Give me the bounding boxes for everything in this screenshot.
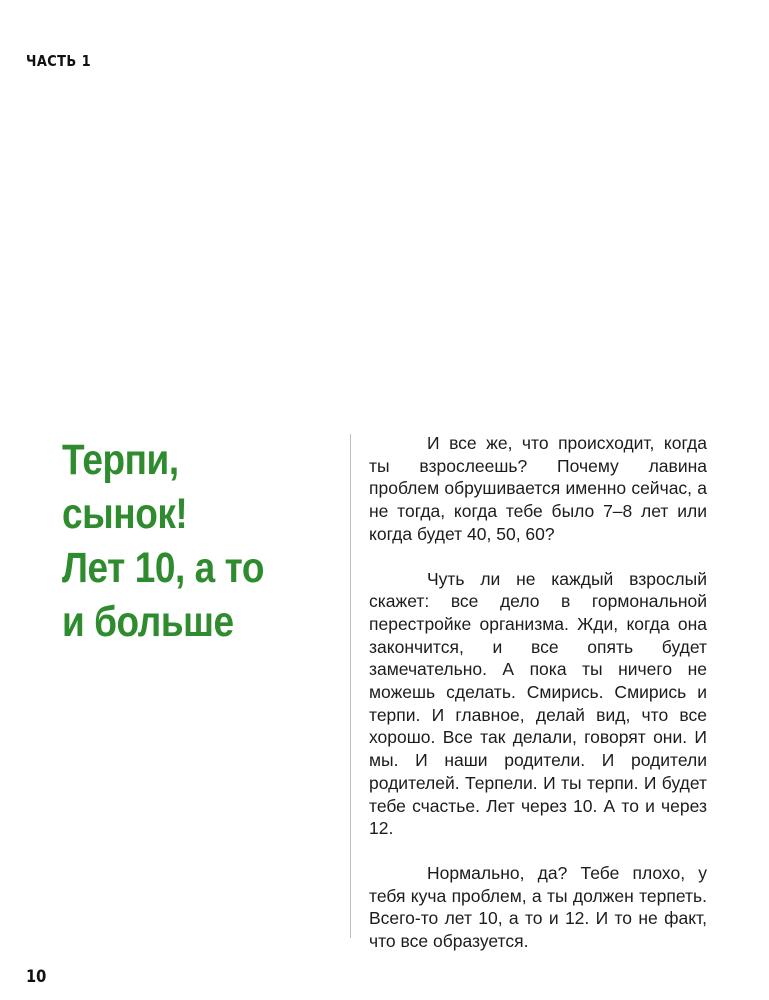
- chapter-title-line: сынок!: [62, 490, 188, 538]
- paragraph: Чуть ли не каждый взрослый скажет: все дело в гормональной перестройке организма. Жди, когда она закончится, и все опять будет замечательно. А пока ты ничего не можешь сделать. Смирись. Смирись и терпи. И главное, делай вид, что все хорошо. Все так делали, говорят они. И мы. И наши родители. И родители родителей. Терпели. И ты терпи. И будет тебе счастье. Лет через 10. А то и через 12.: [369, 568, 707, 839]
- chapter-title-line: и больше: [62, 598, 234, 646]
- chapter-title: [62, 433, 322, 649]
- running-head: ЧАСТЬ 1: [26, 52, 91, 70]
- column-divider: [350, 434, 351, 938]
- paragraph: Нормально, да? Тебе плохо, у тебя куча проблем, а ты должен терпеть. Всего-то лет 10, а то и 12. И то не факт, что все образуется.: [369, 862, 707, 952]
- page-number: 10: [26, 967, 47, 987]
- chapter-title-line: Терпи,: [62, 436, 179, 484]
- paragraph: И все же, что происходит, когда ты взрослеешь? Почему лавина проблем обрушивается именно сейчас, а не тогда, когда тебе было 7–8 лет или когда будет 40, 50, 60?: [369, 433, 707, 544]
- chapter-title-line: Лет 10, а то: [62, 544, 264, 592]
- body-text: [369, 432, 707, 975]
